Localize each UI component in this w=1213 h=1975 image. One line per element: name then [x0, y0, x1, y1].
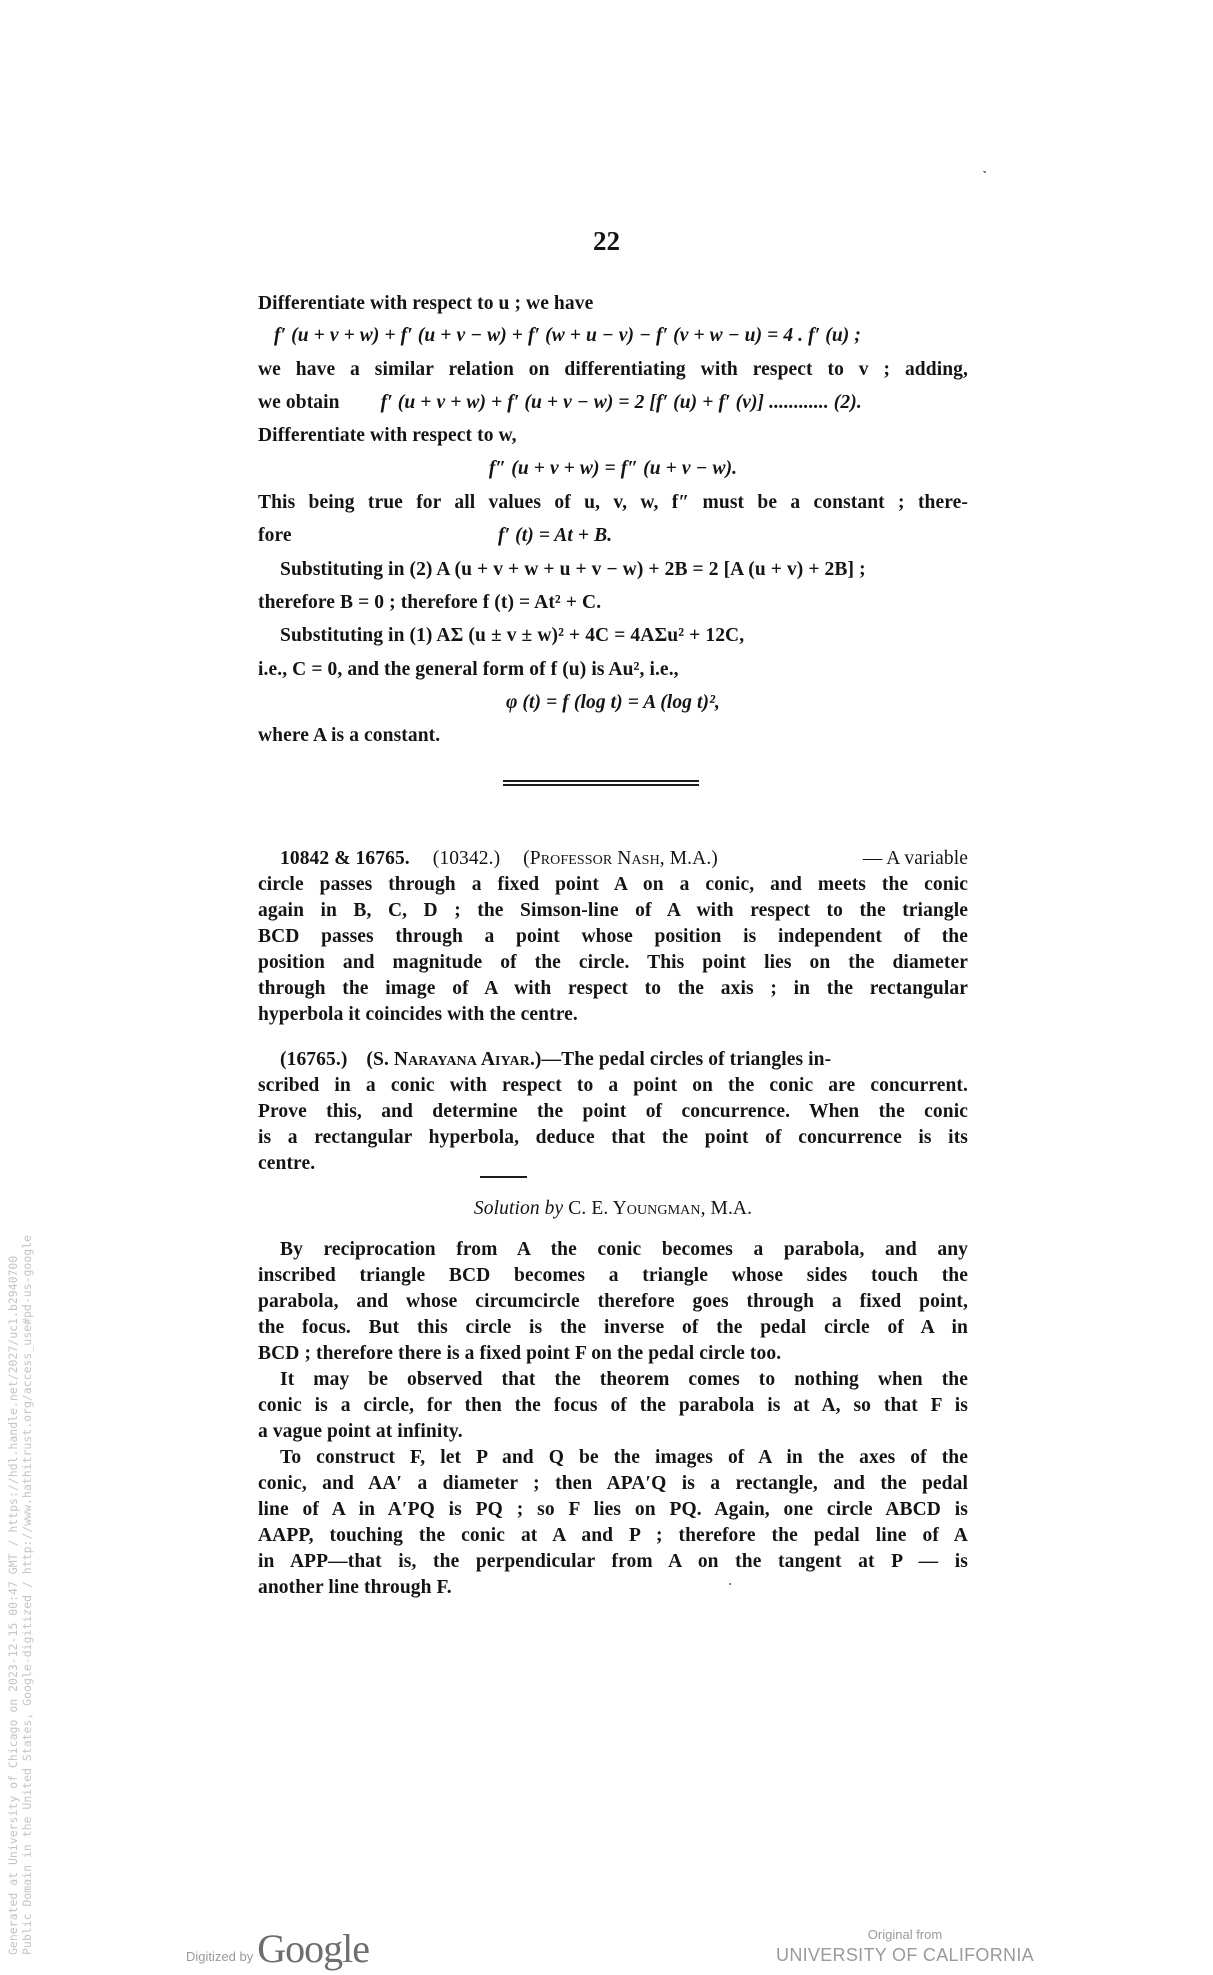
- original-source: [770, 1927, 1040, 1967]
- text-line: To construct F, let P and Q be the images of A in the axes of the: [280, 1447, 968, 1468]
- text-line: It may be observed that the theorem comes to nothing when the: [280, 1369, 968, 1390]
- text-line: a vague point at infinity.: [258, 1421, 463, 1442]
- text-line: the focus. But this circle is the inverse of the pedal circle of A in: [258, 1317, 968, 1338]
- google-logo: Google: [257, 1926, 369, 1971]
- text-line: [258, 389, 968, 416]
- text-line: therefore B = 0 ; therefore f (t) = At² + C.: [258, 592, 602, 613]
- text-line: position and magnitude of the circle. This point lies on the diameter: [258, 952, 968, 973]
- equation: f′ (u + v + w) + f′ (u + v − w) + f′ (w + u − v) − f′ (v + w − u) = 4 . f′ (u) ;: [274, 325, 861, 346]
- text-line: Substituting in (2) A (u + v + w + u + v − w) + 2B = 2 [A (u + v) + 2B] ;: [280, 559, 866, 580]
- text-fragment: we obtain: [258, 392, 340, 413]
- solution-by-label: Solution by: [473, 1198, 564, 1219]
- watermark-line: Public Domain in the United States, Google-digitized / http://www.hathitrust.org/access_use#pd-us-google: [20, 1234, 34, 1955]
- question-number: (16765.): [280, 1049, 348, 1070]
- text-line: circle passes through a fixed point A on a conic, and meets the conic: [258, 874, 968, 895]
- text-line: another line through F.: [258, 1577, 452, 1598]
- text-fragment: — A variable: [862, 848, 968, 869]
- text-line: again in B, C, D ; the Simson-line of A with respect to the triangle: [258, 900, 968, 921]
- text-line: conic is a circle, for then the focus of the parabola is at A, so that F is: [258, 1395, 968, 1416]
- text-line: Differentiate with respect to w,: [258, 425, 517, 446]
- digitized-by-google-logo: [186, 1925, 369, 1972]
- scan-speck: [729, 1583, 731, 1585]
- text-line: Substituting in (1) AΣ (u ± v ± w)² + 4C = 4AΣu² + 12C,: [280, 625, 745, 646]
- text-line: Differentiate with respect to u ; we have: [258, 293, 594, 314]
- text-line: i.e., C = 0, and the general form of f (u) is Au², i.e.,: [258, 659, 679, 680]
- text-line: parabola, and whose circumcircle therefore goes through a fixed point,: [258, 1291, 968, 1312]
- page-number: 22: [593, 226, 620, 256]
- question-author: (S. Narayana Aiyar.): [366, 1049, 542, 1070]
- text-line: is a rectangular hyperbola, deduce that the point of concurrence is its: [258, 1127, 968, 1148]
- text-line: BCD passes through a point whose position is independent of the: [258, 926, 968, 947]
- text-fragment: —The pedal circles of triangles in-: [541, 1049, 832, 1070]
- text-line: hyperbola it coincides with the centre.: [258, 1004, 578, 1025]
- question-heading: [258, 1046, 968, 1073]
- equation: f″ (u + v + w) = f″ (u + v − w).: [488, 458, 738, 479]
- solution-author: C. E. Youngman, M.A.: [568, 1198, 753, 1219]
- text-line: Prove this, and determine the point of concurrence. When the conic: [258, 1101, 968, 1122]
- text-line: conic, and AA′ a diameter ; then APA′Q is a rectangle, and the pedal: [258, 1473, 968, 1494]
- institution-name: UNIVERSITY OF CALIFORNIA: [776, 1945, 1034, 1965]
- section-divider: [503, 780, 699, 786]
- original-from-label: Original from: [867, 1927, 943, 1942]
- equation-2: f′ (u + v + w) + f′ (u + v − w) = 2 [f′ (u) + f′ (v)] ............ (2).: [380, 392, 862, 413]
- text-line: in APP—that is, the perpendicular from A on the tangent at P — is: [258, 1551, 968, 1572]
- scan-speck: [984, 171, 986, 173]
- text-line: scribed in a conic with respect to a point on the conic are concurrent.: [258, 1075, 968, 1096]
- question-heading: [258, 845, 968, 872]
- solution-heading: [258, 1195, 968, 1222]
- digitized-by-label: Digitized by: [186, 1949, 254, 1964]
- text-line: where A is a constant.: [258, 725, 441, 746]
- text-line: line of A in A′PQ is PQ ; so F lies on PQ. Again, one circle ABCD is: [258, 1499, 968, 1520]
- watermark-line: Generated at University of Chicago on 2023-12-15 00:47 GMT / https://hdl.handle.net/2027/uc1.b2940700: [6, 1255, 20, 1955]
- equation: φ (t) = f (log t) = A (log t)²,: [505, 692, 721, 713]
- text-line: inscribed triangle BCD becomes a triangle whose sides touch the: [258, 1265, 968, 1286]
- text-line: centre.: [258, 1153, 316, 1174]
- divider: [480, 1176, 527, 1178]
- question-author: (Professor Nash, M.A.): [523, 848, 718, 869]
- equation: f′ (t) = At + B.: [498, 525, 613, 546]
- question-number: (10342.): [432, 848, 501, 869]
- text-line: through the image of A with respect to the axis ; in the rectangular: [258, 978, 968, 999]
- text-line: BCD ; therefore there is a fixed point F on the pedal circle too.: [258, 1343, 782, 1364]
- question-numbers: 10842 & 16765.: [280, 848, 410, 869]
- text-line: This being true for all values of u, v, w, f″ must be a constant ; there-: [258, 492, 968, 513]
- text-fragment: fore: [258, 525, 292, 546]
- text-line: [258, 522, 968, 549]
- text-line: we have a similar relation on differentiating with respect to v ; adding,: [258, 359, 968, 380]
- text-line: By reciprocation from A the conic becomes a parabola, and any: [280, 1239, 968, 1260]
- text-line: AAPP, touching the conic at A and P ; therefore the pedal line of A: [258, 1525, 968, 1546]
- provenance-watermark: [6, 1235, 34, 1955]
